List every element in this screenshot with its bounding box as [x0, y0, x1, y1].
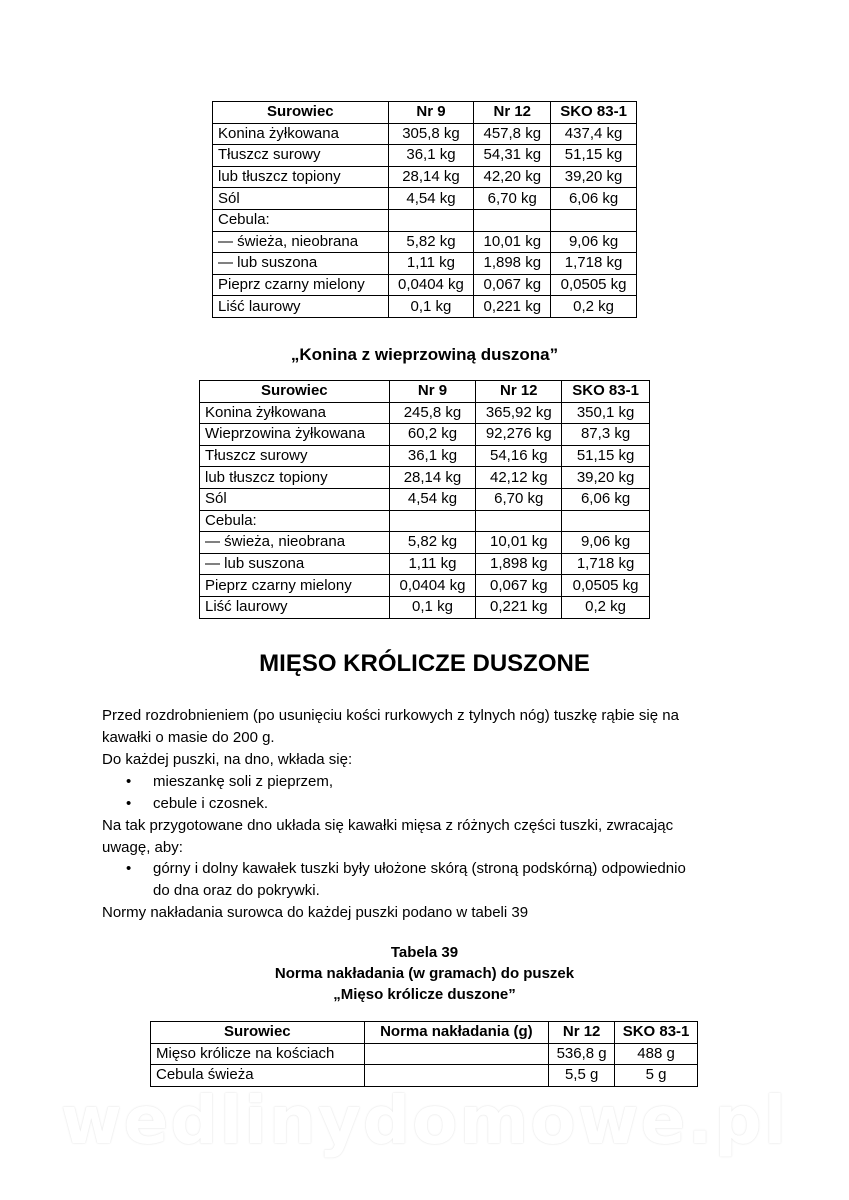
- value-cell: 39,20 kg: [551, 166, 637, 188]
- value-cell: 0,2 kg: [562, 596, 650, 618]
- paragraph-line: Do każdej puszki, na dno, wkłada się:: [102, 751, 353, 768]
- value-cell: 350,1 kg: [562, 402, 650, 424]
- value-cell: 0,0404 kg: [388, 274, 474, 296]
- value-cell: 5 g: [615, 1065, 698, 1087]
- value-cell: 9,06 kg: [551, 231, 637, 253]
- value-cell: 0,0505 kg: [551, 274, 637, 296]
- value-cell: 1,11 kg: [388, 253, 474, 275]
- table-row: [213, 123, 637, 145]
- value-cell: [551, 209, 637, 231]
- table-row: [200, 575, 650, 597]
- column-header: SKO 83-1: [562, 381, 650, 403]
- value-cell: 0,221 kg: [474, 296, 551, 318]
- value-cell: 1,898 kg: [474, 253, 551, 275]
- list-item: [126, 858, 686, 881]
- table-caption-title: Norma nakładania (w gramach) do puszek: [274, 965, 575, 982]
- value-cell: 305,8 kg: [388, 123, 474, 145]
- list-item: [126, 793, 268, 816]
- table-row: [200, 553, 650, 575]
- table-row: [200, 488, 650, 510]
- value-cell: 6,70 kg: [474, 188, 551, 210]
- value-cell: 0,067 kg: [476, 575, 562, 597]
- value-cell: 54,16 kg: [476, 445, 562, 467]
- value-cell: 36,1 kg: [389, 445, 476, 467]
- value-cell: 1,718 kg: [562, 553, 650, 575]
- value-cell: 4,54 kg: [389, 488, 476, 510]
- column-header: Norma nakładania (g): [364, 1022, 549, 1044]
- value-cell: 0,221 kg: [476, 596, 562, 618]
- table-header-row: [151, 1022, 698, 1044]
- list-item-continuation: do dna oraz do pokrywki.: [153, 882, 320, 899]
- value-cell: 1,898 kg: [476, 553, 562, 575]
- ingredient-cell: Cebula świeża: [151, 1065, 365, 1087]
- table-row: [213, 145, 637, 167]
- value-cell: 6,06 kg: [551, 188, 637, 210]
- value-cell: 10,01 kg: [474, 231, 551, 253]
- value-cell: 488 g: [615, 1043, 698, 1065]
- value-cell: 437,4 kg: [551, 123, 637, 145]
- table-row: [200, 424, 650, 446]
- table-row: [151, 1043, 698, 1065]
- table-row: [200, 596, 650, 618]
- table-row: [200, 402, 650, 424]
- value-cell: 245,8 kg: [389, 402, 476, 424]
- bullet-icon: •: [126, 795, 132, 812]
- ingredient-cell: Pieprz czarny mielony: [213, 274, 389, 296]
- page-heading: MIĘSO KRÓLICZE DUSZONE: [259, 650, 590, 677]
- value-cell: 1,718 kg: [551, 253, 637, 275]
- value-cell: 4,54 kg: [388, 188, 474, 210]
- table-header-row: [213, 102, 637, 124]
- list-item-text: górny i dolny kawałek tuszki były ułożone skórą (stroną podskórną) odpowiednio: [153, 860, 686, 877]
- list-item-text: mieszankę soli z pieprzem,: [153, 773, 334, 790]
- paragraph-line: Normy nakładania surowca do każdej puszki podano w tabeli 39: [102, 904, 529, 921]
- ingredient-cell: — lub suszona: [213, 253, 389, 275]
- value-cell: 5,5 g: [549, 1065, 615, 1087]
- ingredient-cell: — lub suszona: [200, 553, 390, 575]
- paragraph-line: uwagę, aby:: [102, 839, 183, 856]
- table-row: [213, 166, 637, 188]
- column-header: Nr 9: [388, 102, 474, 124]
- value-cell: 5,82 kg: [388, 231, 474, 253]
- bullet-icon: •: [126, 773, 132, 790]
- ingredient-cell: Liść laurowy: [213, 296, 389, 318]
- table-row: [213, 274, 637, 296]
- table-header-row: [200, 381, 650, 403]
- value-cell: 92,276 kg: [476, 424, 562, 446]
- value-cell: 36,1 kg: [388, 145, 474, 167]
- value-cell: 365,92 kg: [476, 402, 562, 424]
- table-row: [200, 532, 650, 554]
- value-cell: 1,11 kg: [389, 553, 476, 575]
- ingredient-cell: Liść laurowy: [200, 596, 390, 618]
- value-cell: 51,15 kg: [551, 145, 637, 167]
- ingredient-cell: Tłuszcz surowy: [200, 445, 390, 467]
- ingredient-cell: Pieprz czarny mielony: [200, 575, 390, 597]
- ingredient-cell: — świeża, nieobrana: [213, 231, 389, 253]
- bullet-icon: •: [126, 860, 132, 877]
- column-header: Nr 12: [474, 102, 551, 124]
- table-caption-subtitle: „Mięso królicze duszone”: [333, 986, 516, 1003]
- ingredient-cell: Cebula:: [200, 510, 390, 532]
- table-row: [213, 209, 637, 231]
- value-cell: 10,01 kg: [476, 532, 562, 554]
- table-caption-number: Tabela 39: [390, 944, 459, 961]
- ingredient-cell: Cebula:: [213, 209, 389, 231]
- table-row: [213, 188, 637, 210]
- ingredient-cell: Konina żyłkowana: [200, 402, 390, 424]
- value-cell: 536,8 g: [549, 1043, 615, 1065]
- table-row: [200, 510, 650, 532]
- column-header: Nr 12: [476, 381, 562, 403]
- column-header: SKO 83-1: [551, 102, 637, 124]
- ingredient-cell: Tłuszcz surowy: [213, 145, 389, 167]
- value-cell: 54,31 kg: [474, 145, 551, 167]
- table-row: [213, 253, 637, 275]
- value-cell: 42,20 kg: [474, 166, 551, 188]
- value-cell: 9,06 kg: [562, 532, 650, 554]
- column-header: Nr 12: [549, 1022, 615, 1044]
- column-header: Nr 9: [389, 381, 476, 403]
- value-cell: [476, 510, 562, 532]
- list-item: [126, 771, 333, 794]
- ingredient-cell: Sól: [213, 188, 389, 210]
- value-cell: 0,1 kg: [388, 296, 474, 318]
- value-cell: [474, 209, 551, 231]
- table-row: [200, 467, 650, 489]
- section-title-horse-pork: „Konina z wieprzowiną duszona”: [290, 345, 559, 364]
- ingredient-cell: lub tłuszcz topiony: [213, 166, 389, 188]
- value-cell: 6,70 kg: [476, 488, 562, 510]
- ingredient-cell: lub tłuszcz topiony: [200, 467, 390, 489]
- table-row: [213, 231, 637, 253]
- value-cell: 87,3 kg: [562, 424, 650, 446]
- paragraph-line: kawałki o masie do 200 g.: [102, 729, 275, 746]
- value-cell: 0,2 kg: [551, 296, 637, 318]
- value-cell: 28,14 kg: [388, 166, 474, 188]
- list-item-text: cebule i czosnek.: [153, 795, 269, 812]
- value-cell: [388, 209, 474, 231]
- value-cell: [562, 510, 650, 532]
- value-cell: 0,0505 kg: [562, 575, 650, 597]
- ingredient-cell: Konina żyłkowana: [213, 123, 389, 145]
- value-cell: 39,20 kg: [562, 467, 650, 489]
- value-cell: [364, 1043, 549, 1065]
- ingredient-cell: Mięso królicze na kościach: [151, 1043, 365, 1065]
- watermark: wedlinydomowe.pl: [60, 1082, 789, 1159]
- table-horse-meat: [212, 101, 637, 318]
- value-cell: 51,15 kg: [562, 445, 650, 467]
- value-cell: 42,12 kg: [476, 467, 562, 489]
- value-cell: 457,8 kg: [474, 123, 551, 145]
- column-header: Surowiec: [151, 1022, 365, 1044]
- paragraph-line: Na tak przygotowane dno układa się kawałki mięsa z różnych części tuszki, zwracając: [102, 817, 674, 834]
- value-cell: 60,2 kg: [389, 424, 476, 446]
- table-horse-pork: [199, 380, 650, 619]
- value-cell: [389, 510, 476, 532]
- value-cell: 28,14 kg: [389, 467, 476, 489]
- paragraph-line: Przed rozdrobnieniem (po usunięciu kości rurkowych z tylnych nóg) tuszkę rąbie się na: [102, 707, 679, 724]
- table-row: [213, 296, 637, 318]
- ingredient-cell: Wieprzowina żyłkowana: [200, 424, 390, 446]
- ingredient-cell: — świeża, nieobrana: [200, 532, 390, 554]
- value-cell: 0,1 kg: [389, 596, 476, 618]
- column-header: Surowiec: [213, 102, 389, 124]
- value-cell: 0,067 kg: [474, 274, 551, 296]
- table-row: [200, 445, 650, 467]
- column-header: SKO 83-1: [615, 1022, 698, 1044]
- value-cell: 6,06 kg: [562, 488, 650, 510]
- value-cell: 5,82 kg: [389, 532, 476, 554]
- ingredient-cell: Sól: [200, 488, 390, 510]
- value-cell: 0,0404 kg: [389, 575, 476, 597]
- column-header: Surowiec: [200, 381, 390, 403]
- table-rabbit-meat: [150, 1021, 698, 1087]
